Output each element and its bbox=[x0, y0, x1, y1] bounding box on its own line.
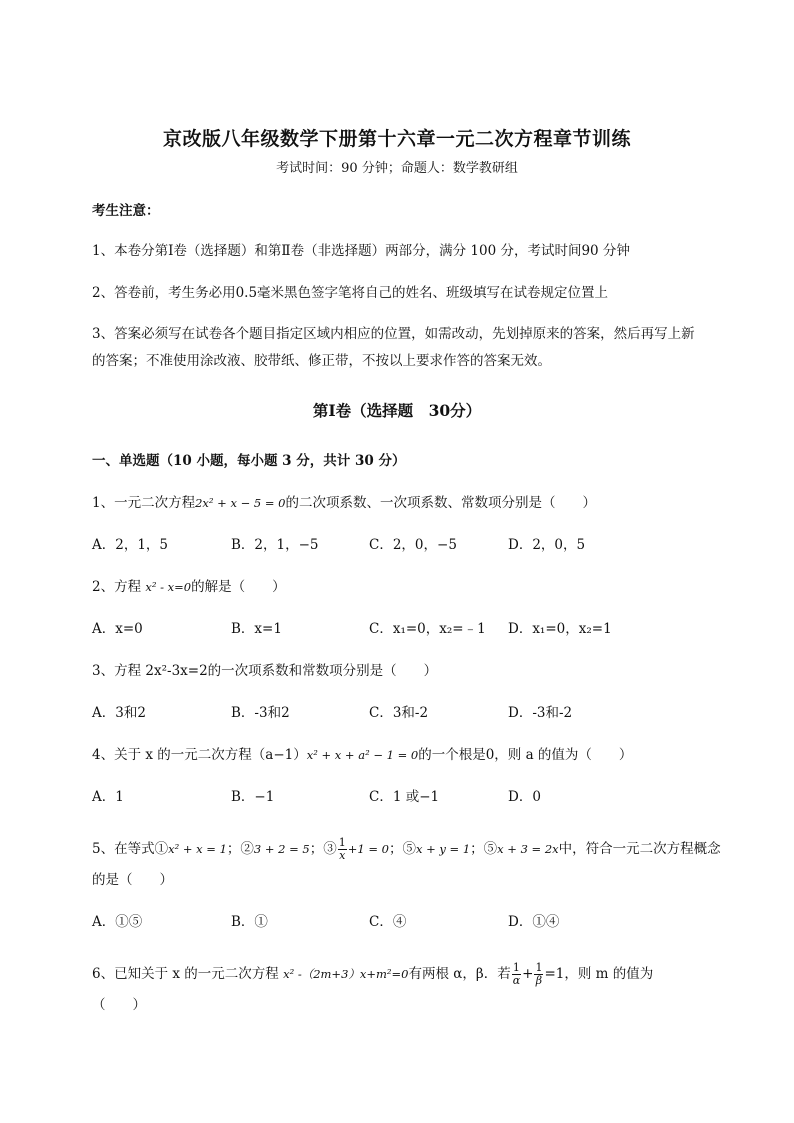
option-c: C．2，0，−5 bbox=[369, 537, 457, 553]
equation: 2x² + x − 5 = 0 bbox=[195, 496, 286, 510]
fraction: $\frac{1}{\beta}$ bbox=[535, 961, 543, 987]
exam-info: 考试时间：90 分钟；命题人：数学教研组 bbox=[276, 161, 518, 176]
option-a: A．①⑤ bbox=[92, 914, 143, 930]
equation: x + 3 = 2x bbox=[497, 842, 559, 856]
equation: 2x²-3x=2 bbox=[145, 663, 208, 679]
notice-item: 2、答卷前，考生务必用0.5毫米黑色签字笔将自己的姓名、班级填写在试卷规定位置上 bbox=[92, 285, 609, 301]
option-c: C．④ bbox=[369, 914, 407, 930]
question-text: ；⑤ bbox=[388, 841, 416, 857]
option-c: C．1 或−1 bbox=[369, 789, 440, 805]
part-heading: 一、单选题（10 小题，每小题 3 分，共计 30 分） bbox=[92, 453, 406, 469]
question-6-continued: （ ） bbox=[92, 997, 146, 1013]
question-6 bbox=[92, 960, 653, 988]
option-b: B．① bbox=[231, 914, 268, 930]
question-text: ；② bbox=[226, 841, 254, 857]
question-text: ；⑤ bbox=[470, 841, 498, 857]
question-5-continued: 的是（ ） bbox=[92, 872, 173, 888]
question-text: 的二次项系数、一次项系数、常数项分别是（ ） bbox=[285, 495, 596, 511]
question-text: 4、关于 x 的一元二次方程（a−1） bbox=[92, 747, 307, 763]
notice-item: 1、本卷分第Ⅰ卷（选择题）和第Ⅱ卷（非选择题）两部分，满分 100 分，考试时间90 分钟 bbox=[92, 243, 630, 259]
option-b: B．x=1 bbox=[231, 621, 282, 637]
option-d: D．x₁=0，x₂=1 bbox=[508, 621, 612, 637]
question-4 bbox=[92, 745, 632, 765]
equation: x² + x = 1 bbox=[168, 842, 227, 856]
section-title: 第Ⅰ卷（选择题 30分） bbox=[312, 401, 482, 420]
fraction: $\frac{1}{\alpha}$ bbox=[512, 961, 521, 987]
question-text: =1，则 m 的值为 bbox=[544, 966, 654, 982]
equation: +1 = 0 bbox=[347, 842, 389, 856]
fraction: $\frac{1}{x}$ bbox=[338, 836, 346, 862]
plus-sign: + bbox=[522, 966, 534, 982]
question-3 bbox=[92, 661, 437, 681]
question-text: ；③ bbox=[309, 841, 337, 857]
option-d: D．2，0，5 bbox=[508, 537, 586, 553]
notice-item: 3、答案必须写在试卷各个题目指定区域内相应的位置，如需改动，先划掉原来的答案，然后再写上新 bbox=[92, 326, 695, 342]
option-a: A．3和2 bbox=[92, 705, 146, 721]
question-text: 6、已知关于 x 的一元二次方程 bbox=[92, 966, 284, 982]
notice-item: 的答案；不准使用涂改液、胶带纸、修正带，不按以上要求作答的答案无效。 bbox=[92, 353, 551, 369]
question-text: 3、方程 bbox=[92, 663, 146, 679]
option-a: A．x=0 bbox=[92, 621, 143, 637]
question-text: 的解是（ ） bbox=[191, 579, 286, 595]
notice-heading: 考生注意： bbox=[92, 203, 160, 219]
option-c: C．3和-2 bbox=[369, 705, 429, 721]
option-c: C．x₁=0，x₂=﹣1 bbox=[369, 621, 486, 637]
question-text: 有两根 α，β．若 bbox=[408, 966, 511, 982]
equation: x² -（2m+3）x+m²=0 bbox=[283, 967, 409, 981]
question-text: 2、方程 bbox=[92, 579, 146, 595]
option-d: D．-3和-2 bbox=[508, 705, 573, 721]
question-text: 1、一元二次方程 bbox=[92, 495, 196, 511]
question-text: 5、在等式① bbox=[92, 841, 169, 857]
option-a: A．2，1，5 bbox=[92, 537, 169, 553]
option-b: B．−1 bbox=[231, 789, 275, 805]
option-b: B．-3和2 bbox=[231, 705, 290, 721]
question-1 bbox=[92, 493, 596, 513]
equation: x + y = 1 bbox=[415, 842, 471, 856]
page-title: 京改版八年级数学下册第十六章一元二次方程章节训练 bbox=[162, 128, 631, 150]
option-d: D．0 bbox=[508, 789, 541, 805]
option-a: A．1 bbox=[92, 789, 124, 805]
option-d: D．①④ bbox=[508, 914, 560, 930]
question-text: 的一个根是0，则 a 的值为（ ） bbox=[418, 747, 633, 763]
option-b: B．2，1，−5 bbox=[231, 537, 319, 553]
equation: 3 + 2 = 5 bbox=[253, 842, 310, 856]
question-text: 中，符合一元二次方程概念 bbox=[558, 841, 721, 857]
question-5 bbox=[92, 836, 721, 862]
equation: x² - x=0 bbox=[145, 580, 192, 594]
equation: x² + x + a² − 1 = 0 bbox=[306, 748, 419, 762]
question-text: 的一次项系数和常数项分别是（ ） bbox=[207, 663, 438, 679]
question-2 bbox=[92, 577, 286, 597]
